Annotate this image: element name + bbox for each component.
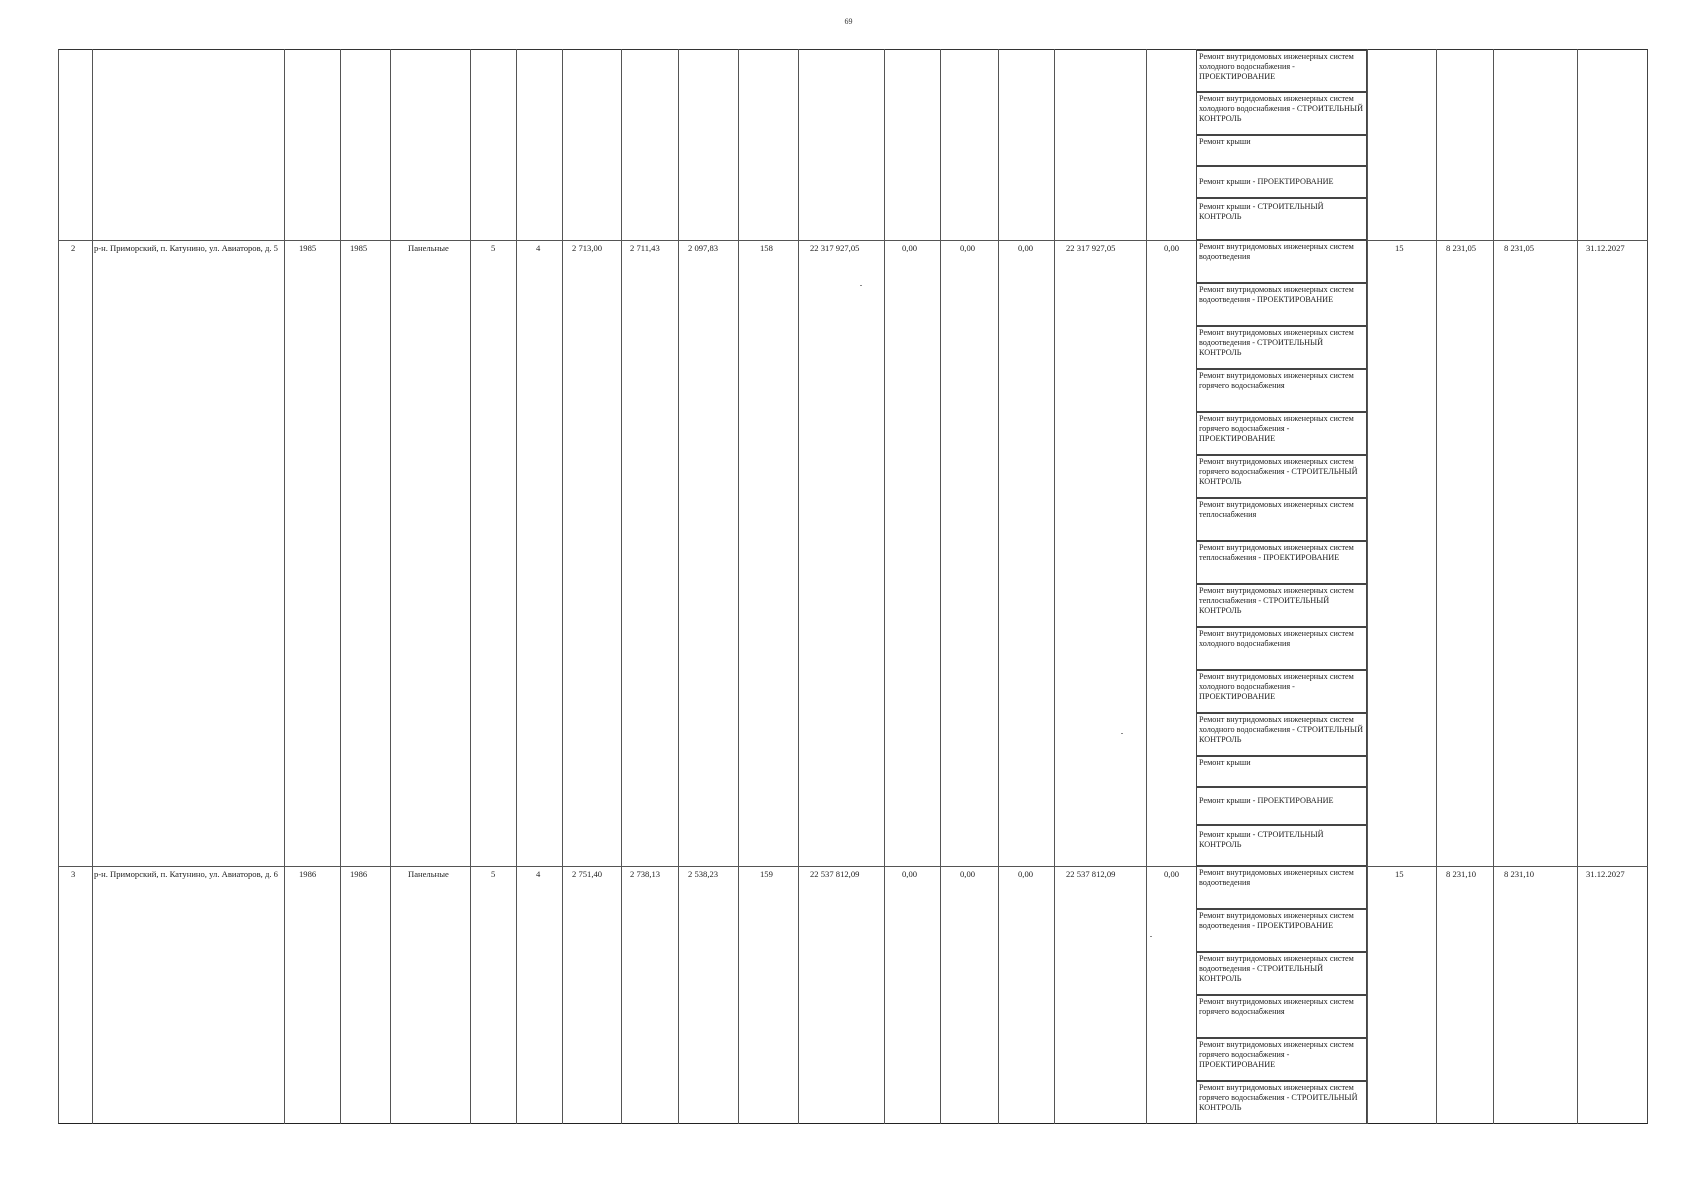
- work-item-text: Ремонт внутридомовых инженерных систем горячего водоснабжения: [1199, 371, 1354, 391]
- col-rule: [470, 49, 471, 1124]
- address: р-н. Приморский, п. Катунино, ул. Авиаторов, д. 6: [94, 869, 278, 879]
- area-residential: 2 097,83: [688, 243, 719, 253]
- work-item: [1196, 584, 1367, 627]
- work-item-text: Ремонт внутридомовых инженерных систем холодного водоснабжения - ПРОЕКТИРОВАНИЕ: [1199, 672, 1354, 702]
- cost-other: 0,00: [1164, 243, 1180, 253]
- col-rule: [1577, 49, 1578, 1124]
- col-rule: [621, 49, 622, 1124]
- work-item-text: Ремонт крыши - ПРОЕКТИРОВАНИЕ: [1199, 796, 1334, 805]
- unit-cost: 8 231,05: [1446, 243, 1477, 253]
- work-item: [1196, 756, 1367, 787]
- work-item: [1196, 198, 1367, 240]
- work-item: [1196, 498, 1367, 541]
- work-item-text: Ремонт внутридомовых инженерных систем водоотведения - ПРОЕКТИРОВАНИЕ: [1199, 285, 1354, 305]
- work-item: [1196, 50, 1367, 92]
- address: р-н. Приморский, п. Катунино, ул. Авиаторов, д. 5: [94, 243, 278, 253]
- work-item: [1196, 995, 1367, 1038]
- floors: 5: [491, 869, 496, 879]
- residents: 159: [760, 869, 773, 879]
- work-item-text: Ремонт внутридомовых инженерных систем водоотведения - ПРОЕКТИРОВАНИЕ: [1199, 911, 1354, 931]
- limit-cost: 8 231,10: [1504, 869, 1535, 879]
- cost-owners: 22 537 812,09: [1066, 869, 1116, 879]
- col-rule: [940, 49, 941, 1124]
- floors: 5: [491, 243, 496, 253]
- col-rule: [738, 49, 739, 1124]
- work-item-text: Ремонт внутридомовых инженерных систем горячего водоснабжения: [1199, 997, 1354, 1017]
- page-number: 69: [844, 17, 853, 26]
- year-commissioning: 1986: [350, 869, 368, 879]
- work-item-text: Ремонт внутридомовых инженерных систем водоотведения: [1199, 868, 1354, 888]
- service-life: 15: [1395, 869, 1404, 879]
- work-item-text: Ремонт внутридомовых инженерных систем горячего водоснабжения - СТРОИТЕЛЬНЫЙ КОНТРОЛЬ: [1199, 1083, 1358, 1113]
- work-item: [1196, 670, 1367, 713]
- work-item: [1196, 369, 1367, 412]
- cost-regional: 0,00: [960, 243, 976, 253]
- total-area: 2 751,40: [572, 869, 603, 879]
- row-separator: [58, 866, 1648, 867]
- work-item: [1196, 1081, 1367, 1124]
- limit-cost: 8 231,05: [1504, 243, 1535, 253]
- area-premises: 2 738,13: [630, 869, 661, 879]
- row-number: 2: [71, 243, 76, 253]
- scan-artifact: [1121, 733, 1123, 734]
- work-item-text: Ремонт внутридомовых инженерных систем холодного водоснабжения: [1199, 629, 1354, 649]
- cost-owners: 22 317 927,05: [1066, 243, 1116, 253]
- work-item: [1196, 455, 1367, 498]
- work-item: [1196, 787, 1367, 825]
- table-frame: [58, 49, 1648, 1124]
- col-rule: [884, 49, 885, 1124]
- work-item-text: Ремонт внутридомовых инженерных систем водоотведения - СТРОИТЕЛЬНЫЙ КОНТРОЛЬ: [1199, 328, 1354, 358]
- work-item: [1196, 240, 1367, 283]
- work-item-text: Ремонт внутридомовых инженерных систем горячего водоснабжения - ПРОЕКТИРОВАНИЕ: [1199, 1040, 1354, 1070]
- row-number: 3: [71, 869, 76, 879]
- cost-fund: 0,00: [902, 869, 918, 879]
- col-rule: [678, 49, 679, 1124]
- work-item: [1196, 909, 1367, 952]
- cost-local: 0,00: [1018, 243, 1034, 253]
- service-life: 15: [1395, 243, 1404, 253]
- work-item-text: Ремонт крыши - СТРОИТЕЛЬНЫЙ КОНТРОЛЬ: [1199, 830, 1324, 850]
- col-rule: [92, 49, 93, 1124]
- work-item: [1196, 135, 1367, 166]
- work-item: [1196, 1038, 1367, 1081]
- work-item: [1196, 627, 1367, 670]
- work-item: [1196, 713, 1367, 756]
- deadline: 31.12.2027: [1586, 243, 1625, 253]
- col-rule: [562, 49, 563, 1124]
- work-item-text: Ремонт крыши - ПРОЕКТИРОВАНИЕ: [1199, 177, 1334, 186]
- col-rule: [798, 49, 799, 1124]
- entrances: 4: [536, 243, 541, 253]
- scan-artifact: [1150, 936, 1152, 937]
- work-item: [1196, 326, 1367, 369]
- cost-total: 22 317 927,05: [810, 243, 860, 253]
- col-rule: [390, 49, 391, 1124]
- work-item-text: Ремонт крыши - СТРОИТЕЛЬНЫЙ КОНТРОЛЬ: [1199, 202, 1324, 222]
- cost-fund: 0,00: [902, 243, 918, 253]
- entrances: 4: [536, 869, 541, 879]
- work-item-text: Ремонт внутридомовых инженерных систем теплоснабжения: [1199, 500, 1354, 520]
- work-item-text: Ремонт внутридомовых инженерных систем холодного водоснабжения - СТРОИТЕЛЬНЫЙ КОНТРОЛЬ: [1199, 94, 1363, 124]
- year-commissioning: 1985: [350, 243, 368, 253]
- work-item-text: Ремонт внутридомовых инженерных систем горячего водоснабжения - ПРОЕКТИРОВАНИЕ: [1199, 414, 1354, 444]
- col-rule: [1436, 49, 1437, 1124]
- cost-regional: 0,00: [960, 869, 976, 879]
- work-item: [1196, 866, 1367, 909]
- unit-cost: 8 231,10: [1446, 869, 1477, 879]
- work-item: [1196, 825, 1367, 866]
- work-item-text: Ремонт крыши: [1199, 137, 1251, 146]
- col-rule: [998, 49, 999, 1124]
- col-rule: [1054, 49, 1055, 1124]
- work-item-text: Ремонт внутридомовых инженерных систем водоотведения - СТРОИТЕЛЬНЫЙ КОНТРОЛЬ: [1199, 954, 1354, 984]
- work-item: [1196, 283, 1367, 326]
- work-item-text: Ремонт внутридомовых инженерных систем горячего водоснабжения - СТРОИТЕЛЬНЫЙ КОНТРОЛЬ: [1199, 457, 1358, 487]
- area-residential: 2 538,23: [688, 869, 719, 879]
- work-item: [1196, 412, 1367, 455]
- col-rule: [516, 49, 517, 1124]
- work-item-text: Ремонт внутридомовых инженерных систем теплоснабжения - ПРОЕКТИРОВАНИЕ: [1199, 543, 1354, 563]
- cost-local: 0,00: [1018, 869, 1034, 879]
- year-built: 1985: [299, 243, 317, 253]
- cost-total: 22 537 812,09: [810, 869, 860, 879]
- work-item: [1196, 541, 1367, 584]
- cost-other: 0,00: [1164, 869, 1180, 879]
- year-built: 1986: [299, 869, 317, 879]
- work-item-text: Ремонт внутридомовых инженерных систем водоотведения: [1199, 242, 1354, 262]
- total-area: 2 713,00: [572, 243, 603, 253]
- work-item-text: Ремонт внутридомовых инженерных систем холодного водоснабжения - СТРОИТЕЛЬНЫЙ КОНТРОЛЬ: [1199, 715, 1363, 745]
- col-rule: [1146, 49, 1147, 1124]
- residents: 158: [760, 243, 773, 253]
- col-rule: [1493, 49, 1494, 1124]
- work-item-text: Ремонт внутридомовых инженерных систем теплоснабжения - СТРОИТЕЛЬНЫЙ КОНТРОЛЬ: [1199, 586, 1354, 616]
- work-item: [1196, 92, 1367, 135]
- capital-repair-table: [58, 49, 1648, 1124]
- wall-material: Панельные: [408, 869, 449, 879]
- col-rule: [340, 49, 341, 1124]
- work-item-text: Ремонт крыши: [1199, 758, 1251, 767]
- work-item: [1196, 952, 1367, 995]
- area-premises: 2 711,43: [630, 243, 660, 253]
- col-rule: [284, 49, 285, 1124]
- work-item-text: Ремонт внутридомовых инженерных систем холодного водоснабжения - ПРОЕКТИРОВАНИЕ: [1199, 52, 1354, 82]
- wall-material: Панельные: [408, 243, 449, 253]
- scan-artifact: [860, 285, 862, 286]
- work-item: [1196, 166, 1367, 198]
- deadline: 31.12.2027: [1586, 869, 1625, 879]
- col-rule: [1367, 49, 1368, 1124]
- row-separator: [58, 240, 1648, 241]
